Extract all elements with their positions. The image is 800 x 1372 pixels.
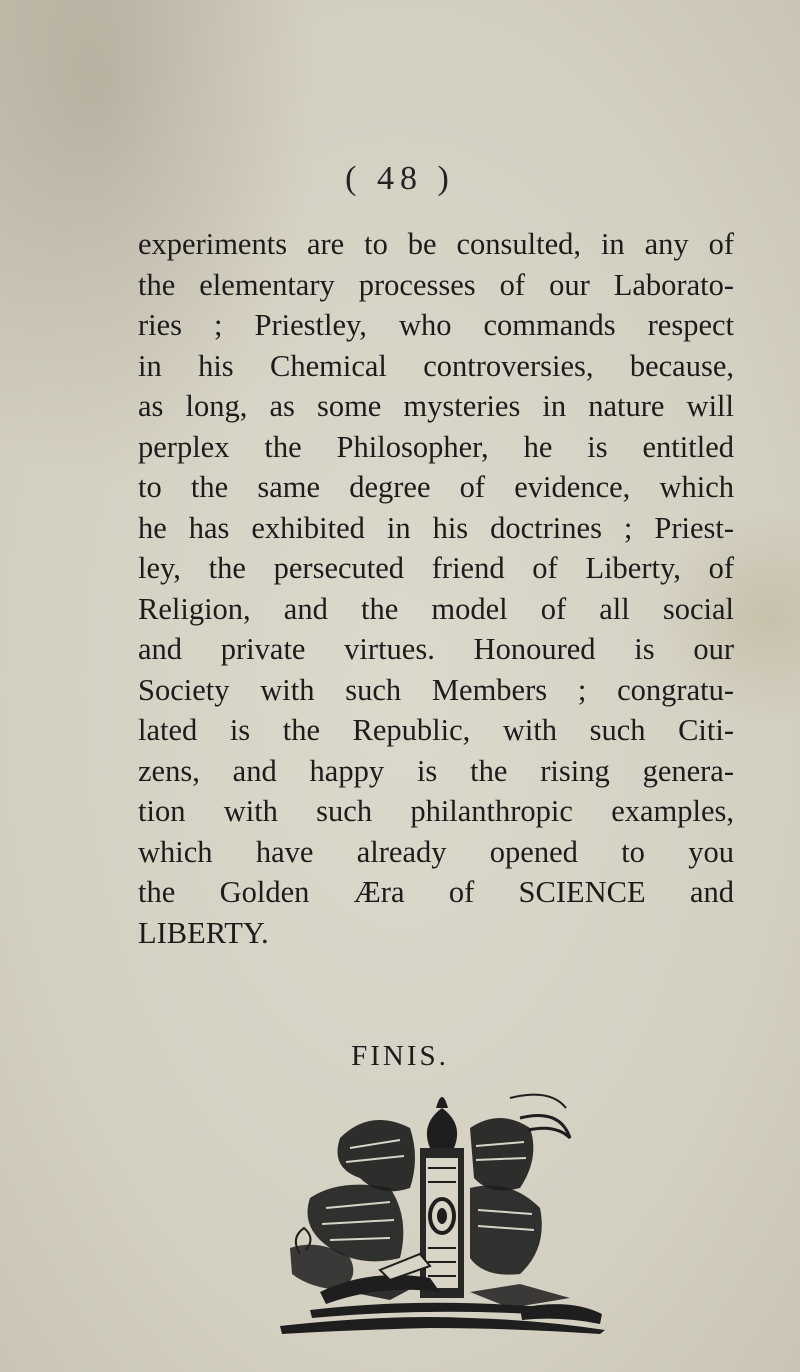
text-line: and private virtues. Honoured is our	[138, 632, 734, 666]
text-line: ries ; Priestley, who commands respect	[138, 308, 734, 342]
text-line: lated is the Republic, with such Citi-	[138, 713, 734, 747]
text-line: he has exhibited in his doctrines ; Priest-	[138, 510, 734, 545]
woodcut-vignette-icon	[270, 1078, 610, 1338]
page-number: ( 48 )	[345, 160, 455, 197]
text-line: LIBERTY.	[138, 915, 269, 950]
text-line: which have already opened to you	[138, 834, 734, 869]
text-line: the Golden Æra of SCIENCE and	[138, 875, 734, 909]
text-line: as long, as some mysteries in nature will	[138, 389, 734, 423]
text-line: Society with such Members ; congratu-	[138, 672, 734, 707]
text-line: perplex the Philosopher, he is entitled	[138, 429, 734, 464]
text-line: to the same degree of evidence, which	[138, 470, 734, 504]
body-paragraph	[138, 224, 734, 953]
text-line: experiments are to be consulted, in any of	[138, 227, 734, 261]
text-line: Religion, and the model of all social	[138, 591, 734, 626]
text-line: ley, the persecuted friend of Liberty, of	[138, 551, 734, 585]
text-line: zens, and happy is the rising genera-	[138, 753, 734, 788]
text-line: the elementary processes of our Laborato-	[138, 267, 734, 302]
finis-heading: FINIS.	[351, 1040, 449, 1072]
text-line: tion with such philanthropic examples,	[138, 794, 734, 828]
text-line: in his Chemical controversies, because,	[138, 348, 734, 383]
